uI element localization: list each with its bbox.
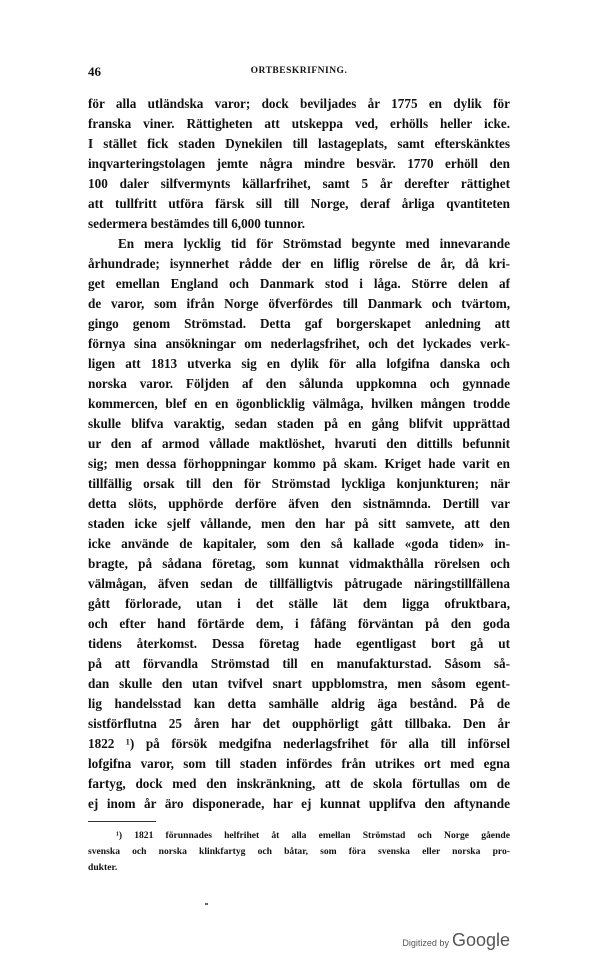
digitized-by-google-watermark xyxy=(402,930,510,951)
body-line: gått förlorade, utan i det ställe lät dem ligga ofruktbara, xyxy=(88,596,510,611)
footnote-rule xyxy=(88,821,156,822)
body-line: skulle blifva varaktig, sedan staden på en gång blifvit upprättad xyxy=(88,416,510,431)
body-line: och efter hand förtärde dem, i fåfäng förväntan på den goda xyxy=(88,616,510,631)
body-line: ej inom år äro disponerade, har ej kunnat upplifva den aftynande xyxy=(88,796,510,811)
body-line: på att förvandla Strömstad till en manufakturstad. Såsom så- xyxy=(88,656,510,671)
body-line: sedermera bestämdes till 6,000 tunnor. xyxy=(88,216,306,231)
body-line: sistförflutna 25 åren har det oupphörligt gått tillbaka. Den år xyxy=(88,716,510,731)
body-line: staden icke sjelf vållande, men den har på sitt samvete, att den xyxy=(88,516,510,531)
body-line: förnya sina ansökningar om nederlagsfrihet, och det lyckades verk- xyxy=(88,336,510,351)
body-line: för alla utländska varor; dock beviljades år 1775 en dylik för xyxy=(88,96,510,111)
body-line: icke använde de kapitaler, som den så kallade «goda tiden» in- xyxy=(88,536,510,551)
footnote-line: dukter. xyxy=(88,862,118,873)
body-line: tidens återkomst. Dessa företag hade egentligast bort gå ut xyxy=(88,636,510,651)
body-line: 1822 ¹) på försök medgifna nederlagsfrihet för alla till införsel xyxy=(88,736,510,751)
body-line: gingo genom Strömstad. Detta gaf borgerskapet anledning att xyxy=(88,316,510,331)
body-line: sig; men dessa förhoppningar kommo på skam. Kriget hade varit en xyxy=(88,456,510,471)
body-line: 100 daler silfvermynts källarfrihet, samt 5 år derefter rättighet xyxy=(88,176,510,191)
body-line: detta slöts, upphörde derföre äfven den sistnämnda. Dertill var xyxy=(88,496,510,511)
page-number: 46 xyxy=(88,64,101,79)
body-line: århundrade; isynnerhet rådde der en liflig rörelse de år, då kri- xyxy=(88,256,510,271)
page-header xyxy=(88,64,510,80)
body-line: de varor, som ifrån Norge öfverfördes till Danmark och tvärtom, xyxy=(88,296,510,311)
body-line: tillfällig orsak till den för Strömstad lyckliga konjunkturen; när xyxy=(88,476,510,491)
footnote-line: ¹) 1821 förunnades helfrihet åt alla emellan Strömstad och Norge gående xyxy=(116,830,510,841)
body-line: En mera lycklig tid för Strömstad begynte med innevarande xyxy=(118,236,510,251)
watermark-prefix: Digitized by xyxy=(402,938,449,948)
body-line: I stället fick staden Dynekilen till lastageplats, samt efterskänktes xyxy=(88,136,510,151)
body-line: franska viner. Rättigheten att utskeppa ved, erhölls heller icke. xyxy=(88,116,510,131)
body-line: lofgifna varor, som till staden infördes från utrikes ort med egna xyxy=(88,756,510,771)
scan-speck xyxy=(205,903,208,905)
footnote xyxy=(88,828,510,876)
body-line: fartyg, dock med den inskränkning, att de skola förtullas om de xyxy=(88,776,510,791)
body-line: norska varor. Följden af den sålunda uppkomna och gynnade xyxy=(88,376,510,391)
body-line: att tullfritt utföra färsk sill till Norge, deraf årliga qvantiteten xyxy=(88,196,510,211)
body-line: dan skulle den utan tvifvel snart uppblomstra, men såsom egent- xyxy=(88,676,510,691)
footnote-line: svenska och norska klinkfartyg och båtar, som föra svenska eller norska pro- xyxy=(88,846,510,857)
google-logo: Google xyxy=(451,930,510,950)
body-line: inqvarteringstolagen jemte några mindre besvär. 1770 erhöll den xyxy=(88,156,510,171)
body-line: bragte, på sådana företag, som kunnat vidmakthålla rörelsen och xyxy=(88,556,510,571)
body-line: ligen att 1813 utverka sig en dylik för alla lofgifna danska och xyxy=(88,356,510,371)
body-line: lig handelsstad kan detta samhälle aldrig äga bestånd. På de xyxy=(88,696,510,711)
running-title: ORTBESKRIFNING. xyxy=(250,66,348,76)
body-line: ur den af armod vållade maktlöshet, hvaruti den dittills befunnit xyxy=(88,436,510,451)
body-line: välmågan, äfven sedan de tillfälligtvis påtrugade näringstillfällena xyxy=(88,576,510,591)
body-line: kommercen, blef en en ögonblicklig välmåga, hvilken mången trodde xyxy=(88,396,510,411)
body-text xyxy=(88,94,510,814)
body-line: get emellan England och Danmark stod i låga. Större delen af xyxy=(88,276,510,291)
